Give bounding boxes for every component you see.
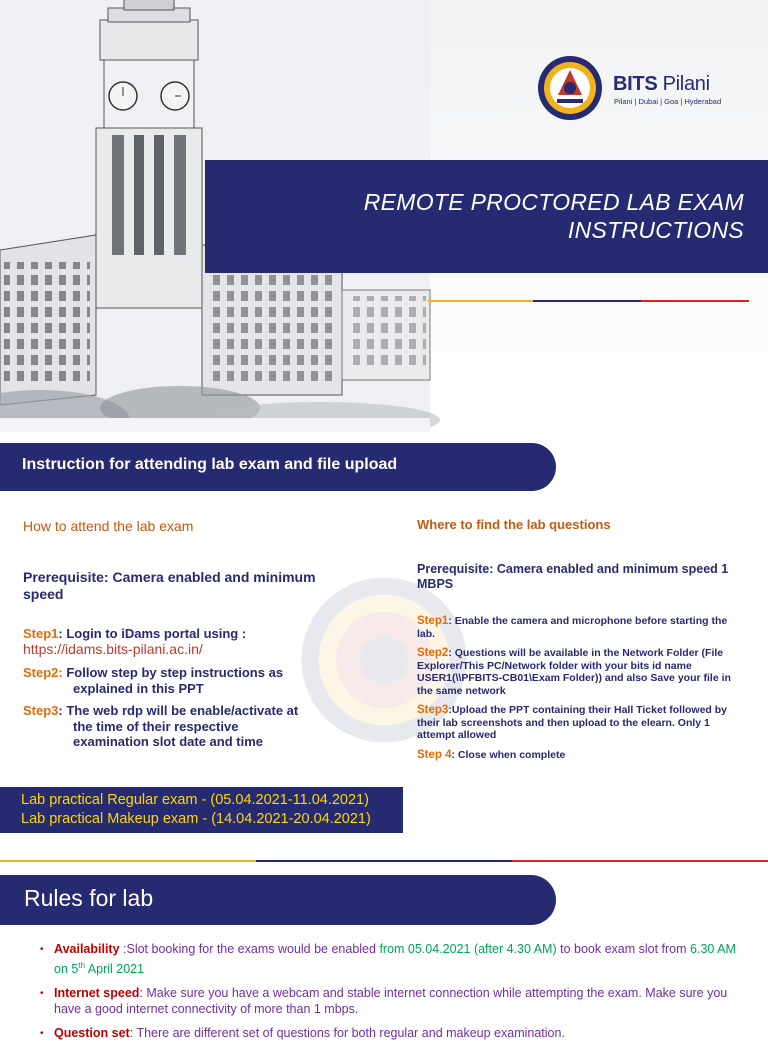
logo-tagline: Pilani | Dubai | Goa | Hyderabad	[614, 97, 722, 106]
find-questions-column	[417, 517, 747, 761]
rules-header-bar	[0, 875, 556, 925]
rules-list	[40, 942, 740, 1051]
accent-line-red	[641, 300, 749, 302]
right-step-2: Step2: Questions will be available in the Network Folder (File Explorer/This PC/Network folder with your bits id name USER1(\\PFBITS-CB01\Exam Folder)) and also Save your file in the same network	[417, 647, 731, 697]
slide-title: REMOTE PROCTORED LAB EXAM INSTRUCTIONS	[363, 189, 744, 243]
makeup-exam-dates: Lab practical Makeup exam - (14.04.2021-20.04.2021)	[21, 811, 371, 827]
bits-pilani-logo	[537, 55, 747, 125]
left-prerequisite: Prerequisite: Camera enabled and minimum speed	[23, 569, 316, 602]
instructions-header-bar	[0, 443, 556, 491]
idams-link[interactable]: https://idams.bits-pilani.ac.in/	[23, 640, 203, 657]
rules-slide	[0, 862, 768, 1041]
title-slide	[0, 0, 768, 432]
bits-seal-icon	[537, 55, 603, 121]
find-heading: Where to find the lab questions	[417, 517, 611, 532]
lab-instructions-slide	[0, 432, 768, 862]
right-step-4: Step 4: Close when complete	[417, 748, 566, 761]
exam-dates-band	[0, 787, 403, 833]
rules-header: Rules for lab	[24, 885, 154, 911]
left-step-1: Step1: Login to iDams portal using : https://idams.bits-pilani.ac.in/	[23, 626, 247, 657]
rule-availability: • Availability :Slot booking for the exams would be enabled from 05.04.2021 (after 4.30 AM) to book exam slot from 6.30 AM on 5th April 2021	[40, 942, 736, 976]
left-step-2: Step2: Follow step by step instructions as explained in this PPT	[23, 665, 284, 696]
left-step-3: Step3: The web rdp will be enable/activate at the time of their respective examination slot date and time	[23, 703, 299, 749]
right-step-3: Step3:Upload the PPT containing their Hall Ticket followed by their lab screenshots and then upload to the elearn. Only 1 attempt allowed	[417, 704, 727, 741]
logo-brand: BITS Pilani	[613, 73, 710, 95]
accent-line-yellow	[428, 300, 533, 302]
instructions-header: Instruction for attending lab exam and file upload	[22, 456, 398, 473]
rule-internet-speed: • Internet speed: Make sure you have a webcam and stable internet connection while attempting the exam. Make sure you have a good internet connectivity of more than 1 mbps.	[40, 986, 728, 1016]
attend-heading: How to attend the lab exam	[23, 518, 194, 534]
bullet-icon: •	[40, 988, 44, 1000]
right-step-1: Step1: Enable the camera and microphone before starting the lab.	[417, 615, 728, 640]
rule-question-set: • Question set: There are different set of questions for both regular and makeup examination.	[40, 1026, 565, 1041]
attend-lab-column	[23, 518, 343, 750]
bullet-icon: •	[40, 1028, 44, 1040]
right-prerequisite: Prerequisite: Camera enabled and minimum speed 1 MBPS	[417, 562, 729, 591]
title-band	[205, 160, 768, 273]
bullet-icon: •	[40, 944, 44, 955]
accent-line-blue	[533, 300, 641, 302]
regular-exam-dates: Lab practical Regular exam - (05.04.2021-11.04.2021)	[21, 792, 369, 808]
